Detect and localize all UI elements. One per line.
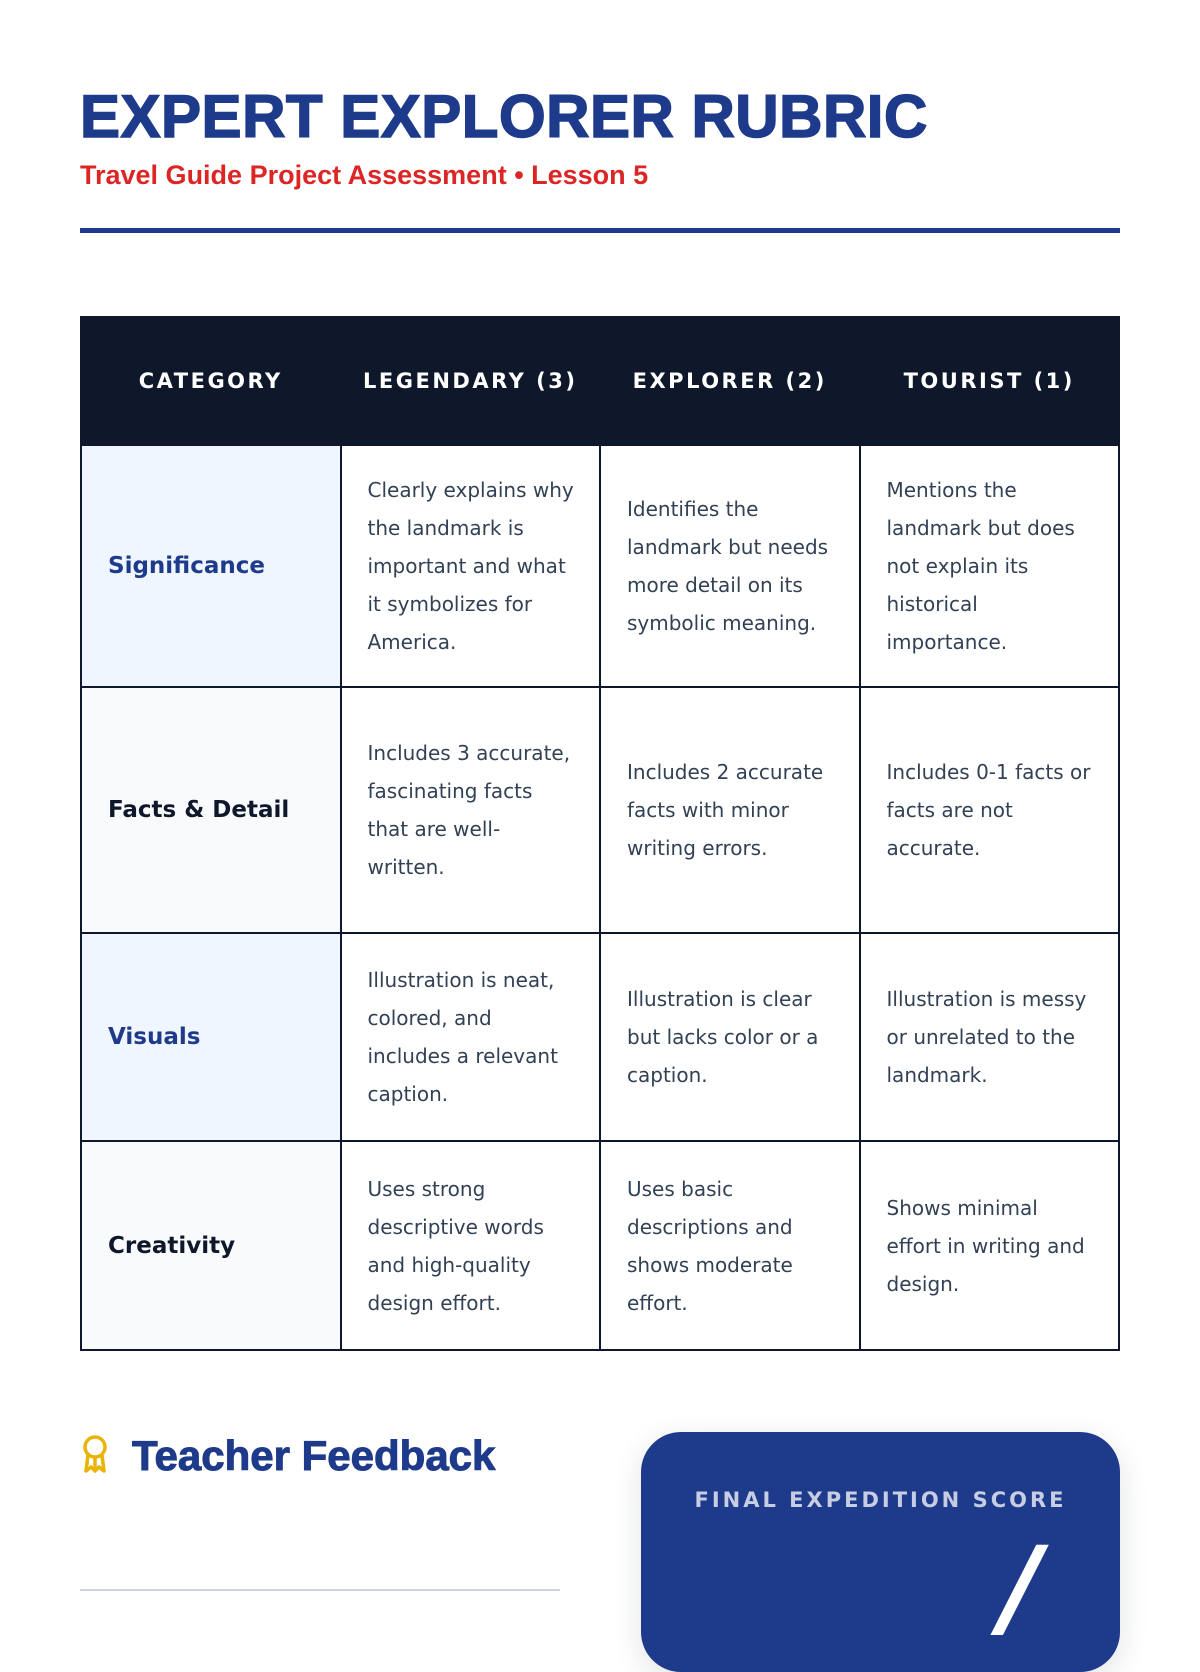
explorer-cell: Includes 2 accurate facts with minor writing errors.: [600, 687, 860, 933]
page-subtitle: Travel Guide Project Assessment • Lesson 5: [80, 160, 649, 190]
feedback-writing-line: [80, 1589, 560, 1591]
table-row: [81, 1141, 1119, 1350]
award-ribbon-icon: [80, 1434, 110, 1478]
teacher-feedback-heading: [80, 1432, 495, 1480]
feedback-title: Teacher Feedback: [132, 1432, 496, 1479]
tourist-cell: Mentions the landmark but does not explain its historical importance.: [860, 445, 1120, 687]
column-header-explorer: EXPLORER (2): [600, 317, 860, 445]
tourist-cell: Includes 0-1 facts or facts are not accurate.: [860, 687, 1120, 933]
category-cell: Facts & Detail: [81, 687, 341, 933]
column-header-tourist: TOURIST (1): [860, 317, 1120, 445]
explorer-cell: Uses basic descriptions and shows moderate effort.: [600, 1141, 860, 1350]
score-separator: /: [1001, 1523, 1042, 1651]
category-cell: Creativity: [81, 1141, 341, 1350]
legendary-cell: Clearly explains why the landmark is important and what it symbolizes for America.: [341, 445, 601, 687]
category-cell: Visuals: [81, 933, 341, 1141]
final-score-card: [641, 1432, 1120, 1672]
legendary-cell: Uses strong descriptive words and high-quality design effort.: [341, 1141, 601, 1350]
explorer-cell: Identifies the landmark but needs more detail on its symbolic meaning.: [600, 445, 860, 687]
table-row: [81, 933, 1119, 1141]
tourist-cell: Illustration is messy or unrelated to the landmark.: [860, 933, 1120, 1141]
category-cell: Significance: [81, 445, 341, 687]
page-title: EXPERT EXPLORER RUBRIC: [80, 83, 928, 150]
legendary-cell: Includes 3 accurate, fascinating facts that are well-written.: [341, 687, 601, 933]
explorer-cell: Illustration is clear but lacks color or a caption.: [600, 933, 860, 1141]
score-label: FINAL EXPEDITION SCORE: [694, 1488, 1067, 1512]
column-header-legendary: LEGENDARY (3): [341, 317, 601, 445]
legendary-cell: Illustration is neat, colored, and includes a relevant caption.: [341, 933, 601, 1141]
tourist-cell: Shows minimal effort in writing and design.: [860, 1141, 1120, 1350]
table-header-row: [81, 317, 1119, 445]
table-row: [81, 445, 1119, 687]
header-divider: [80, 228, 1120, 233]
table-row: [81, 687, 1119, 933]
column-header-category: CATEGORY: [81, 317, 341, 445]
rubric-table: [80, 316, 1120, 1351]
